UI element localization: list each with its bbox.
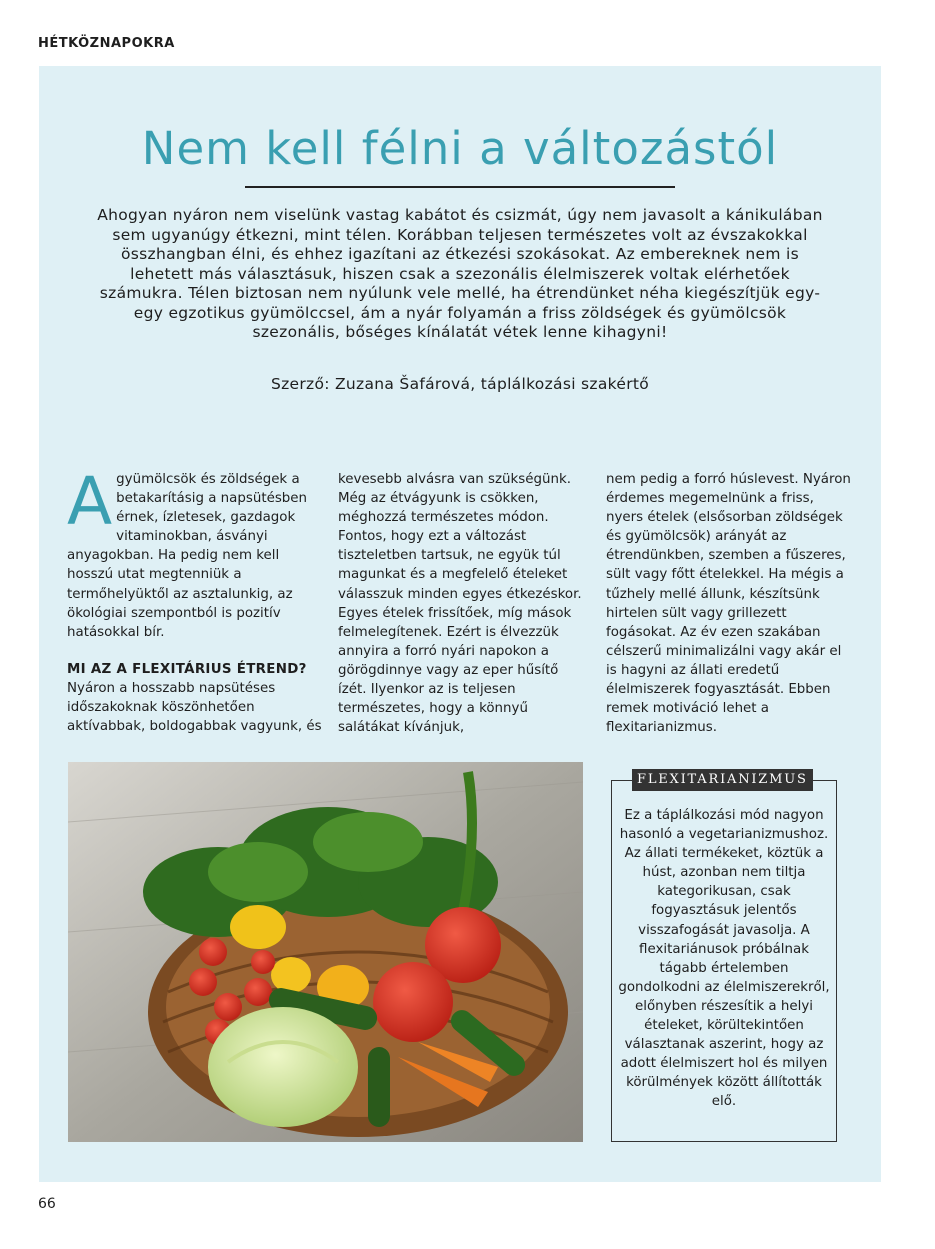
subheading: MI AZ A FLEXITÁRIUS ÉTREND? (67, 661, 307, 677)
title-underline (245, 186, 675, 188)
page-number: 66 (38, 1196, 56, 1212)
text-column-1 (67, 463, 325, 736)
text-column-2 (338, 470, 586, 737)
sidebar-text: Ez a táplálkozási mód nagyon hasonló a vegetarianizmushoz. Az állati termékeket, köztük a húst, azonban nem tiltja kategorikusan, csak fogyasztásuk jelentős visszafogását javasolja. A flexitariánusok próbálnak tágabb értelemben gondolkodni az élelmiszerekről, előnyben részesítik a helyi ételeket, körültekintően választanak aszerint, hogy az adott élelmiszert hol és milyen körülmények között állították elő. (618, 808, 830, 1110)
section-label: HÉTKÖZNAPOKRA (38, 36, 175, 51)
text-column-3 (606, 470, 851, 737)
col1-intro-text: gyümölcsök és zöldségek a betakarításig a napsütésben érnek, ízletesek, gazdagok vitaminokban, ásványi anyagokban. Ha pedig nem kell hosszú utat megtenniük a termőhelyüktől az asztalunkig, az ökológiai szempontból is pozitív hatásokkal bír. (67, 472, 308, 640)
sidebar-title: FLEXITARIANIZMUS (632, 769, 813, 791)
col2-body-text: kevesebb alvásra van szükségünk. Még az étvágyunk is csökken, méghozzá természetes módon. Fontos, hogy ezt a változást tiszteletben tartsuk, ne együk túl magunkat és a megfelelő ételeket válasszuk minden egyes étkezéskor. Egyes ételek frissítőek, míg mások felmelegítenek. Ezért is élvezzük annyira a forró nyári napokon a görögdinnye vagy az eper hűsítő ízét. Ilyenkor az is teljesen természetes, hogy a könnyű salátákat kívánjuk, (338, 472, 582, 736)
article-lead: Ahogyan nyáron nem viselünk vastag kabátot és csizmát, úgy nem javasolt a kánikulában sem ugyanúgy étkezni, mint télen. Korábban teljesen természetes volt az évszakokkal összhangban élni, és ehhez igazítani az étkezési szokásokat. Az embereknek nem is lehetett más választásuk, hiszen csak a szezonális élelmiszerek voltak elérhetőek számukra. Télen biztosan nem nyúlunk vele mellé, ha étrendünket néha kiegészítjük egy-egy egzotikus gyümölccsel, ám a nyár folyamán a friss zöldségek és gyümölcsök szezonális, bőséges kínálatát vétek lenne kihagyni! (97, 206, 823, 341)
vegetable-basket-photo (68, 762, 583, 1142)
col1-body-text: Nyáron a hosszabb napsütéses időszakoknak köszönhetően aktívabbak, boldogabbak vagyunk, és (67, 680, 322, 735)
col3-body-text: nem pedig a forró húslevest. Nyáron érdemes megemelnünk a friss, nyers ételek (elsősorban zöldségek és gyümölcsök) arányát az étrendünkben, szemben a fűszeres, sült vagy főtt ételekkel. Ha mégis a tűzhely mellé állunk, készítsünk hirtelen sült vagy grillezett fogásokat. Az év ezen szakában célszerű minimalizálni vagy akár el is hagyni az állati eredetű élelmiszerek fogyasztását. Ebben remek motiváció lehet a flexitarianizmus. (606, 472, 851, 736)
article-byline: Szerző: Zuzana Šafárová, táplálkozási szakértő (270, 375, 650, 393)
drop-cap: A (67, 463, 113, 540)
article-title: Nem kell félni a változástól (141, 122, 779, 175)
